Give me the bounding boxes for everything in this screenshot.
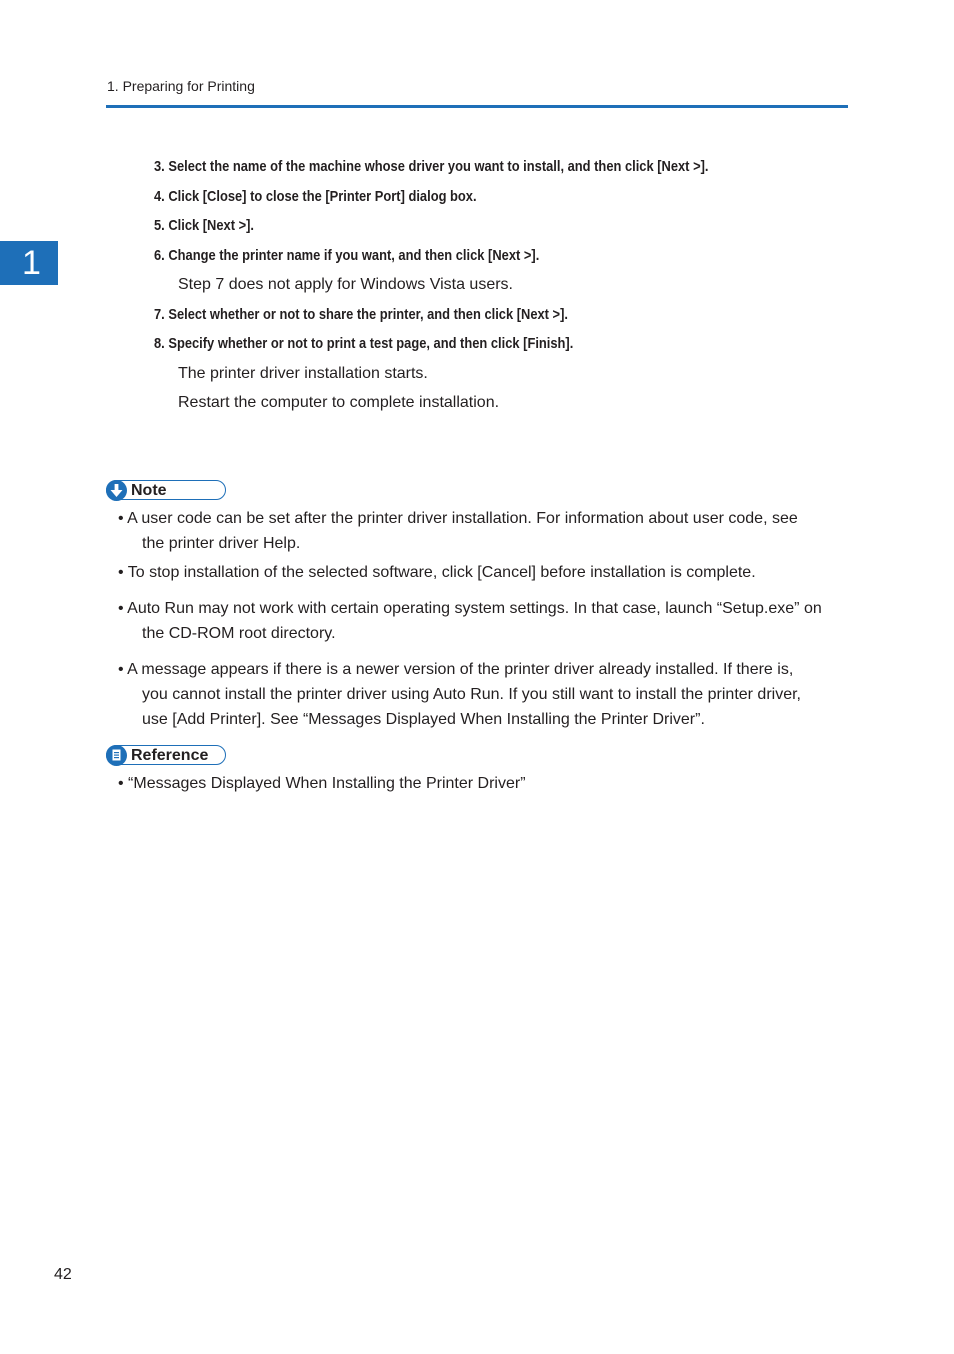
reference-label (106, 745, 226, 765)
step-8-note-2: Restart the computer to complete installation. (178, 394, 500, 411)
chapter-tab: 1 (0, 241, 58, 285)
note-item: • Auto Run may not work with certain operating system settings. In that case, launch “Setup.exe” on the CD-ROM root directory. (118, 600, 822, 642)
running-header: 1. Preparing for Printing (107, 78, 255, 94)
step-7: 7. Select whether or not to share the printer, and then click [Next >]. (154, 306, 568, 323)
note-item: • A message appears if there is a newer version of the printer driver already installed. If there is, you cannot install the printer driver using Auto Run. If you still want to install the printer driver, use [Add Printer]. See “Messages Displayed When Installing the Printer Driver”. (118, 661, 801, 728)
header-rule (106, 105, 848, 108)
note-item: • To stop installation of the selected software, click [Cancel] before installation is complete. (118, 564, 756, 581)
step-4: 4. Click [Close] to close the [Printer Port] dialog box. (154, 188, 477, 205)
step-5: 5. Click [Next >]. (154, 217, 255, 234)
step-6-note: Step 7 does not apply for Windows Vista users. (178, 276, 513, 293)
note-label-text: Note (131, 482, 167, 499)
step-6: 6. Change the printer name if you want, and then click [Next >]. (154, 247, 540, 264)
reference-item: • “Messages Displayed When Installing the Printer Driver” (118, 775, 526, 792)
page-number: 42 (54, 1266, 72, 1283)
step-8-note-1: The printer driver installation starts. (178, 365, 428, 382)
document-circle-icon (106, 745, 127, 766)
note-item: • A user code can be set after the printer driver installation. For information about user code, see the printer driver Help. (118, 510, 798, 552)
step-8: 8. Specify whether or not to print a test page, and then click [Finish]. (154, 335, 574, 352)
reference-label-text: Reference (131, 747, 209, 764)
down-arrow-circle-icon (106, 480, 127, 501)
note-label (106, 480, 226, 500)
step-3: 3. Select the name of the machine whose driver you want to install, and then click [Next >]. (154, 158, 709, 175)
